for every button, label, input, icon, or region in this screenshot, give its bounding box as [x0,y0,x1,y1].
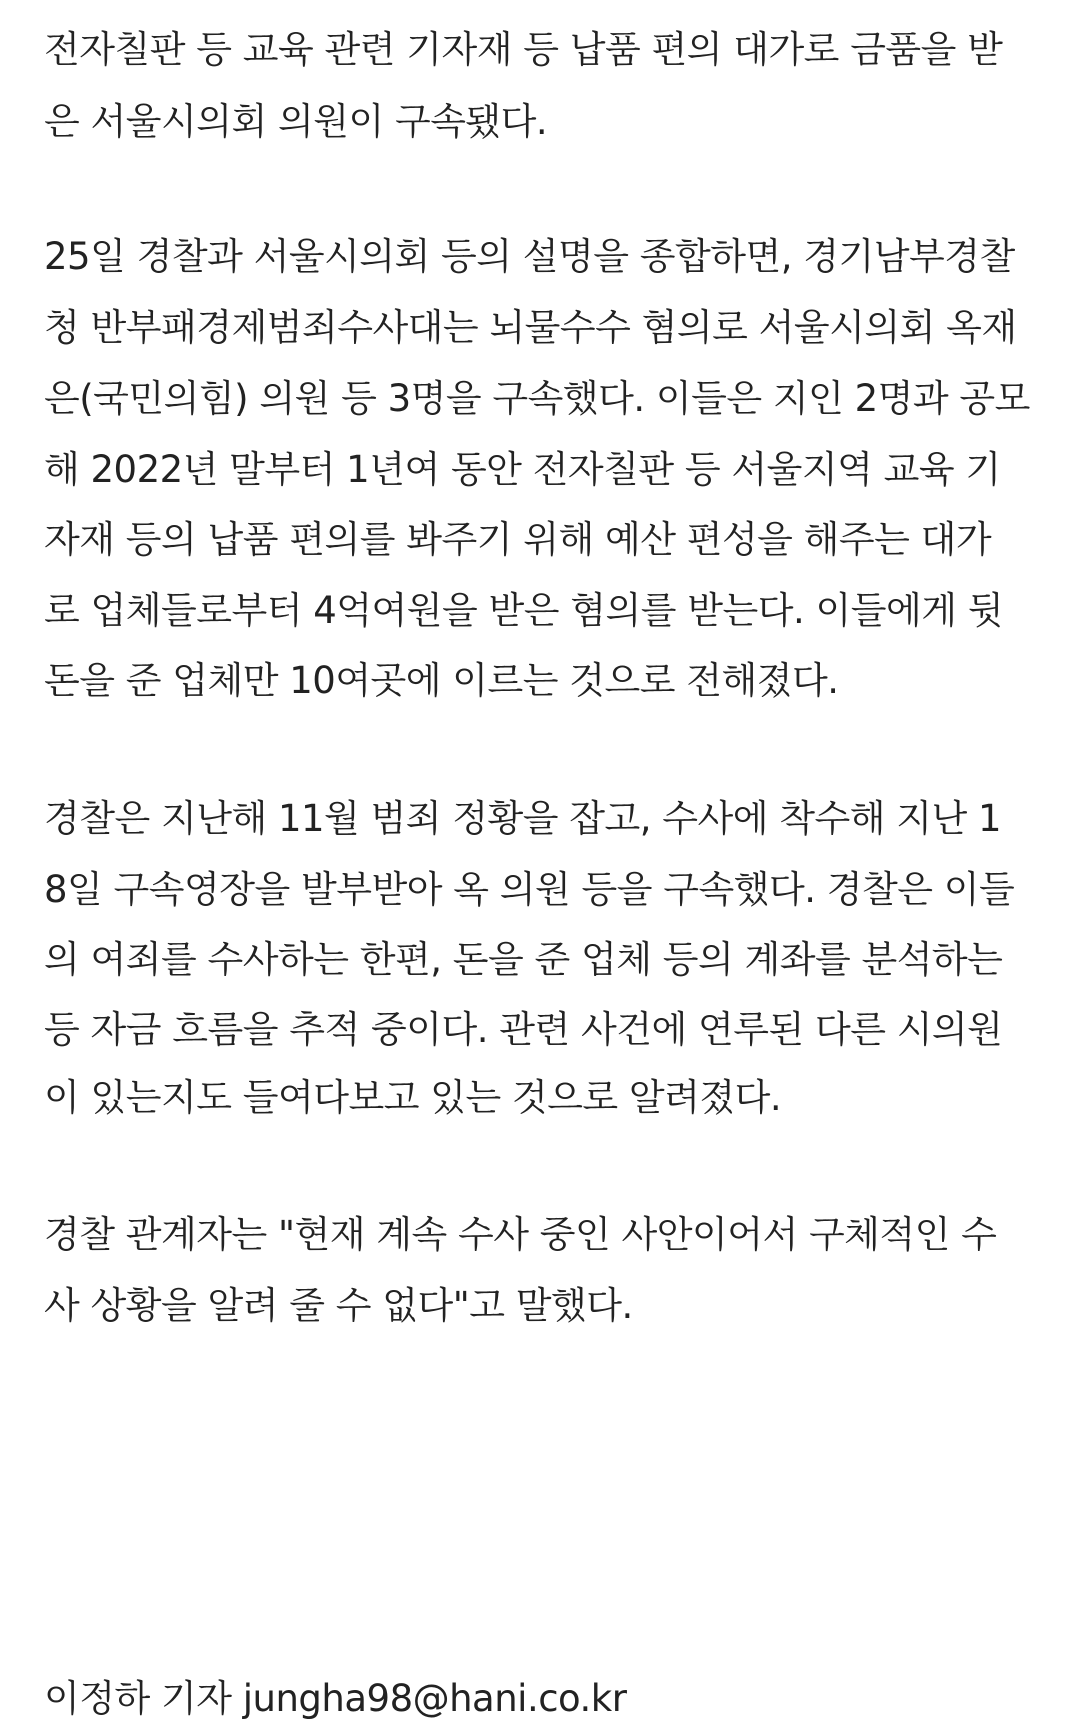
article-line: 이 있는지도 들여다보고 있는 것으로 알려졌다. [44,1076,782,1119]
article-line: 자재 등의 납품 편의를 봐주기 위해 예산 편성을 해주는 대가 [44,518,992,561]
article-line: 경찰 관계자는 "현재 계속 수사 중인 사안이어서 구체적인 수 [44,1213,997,1256]
article-line: 등 자금 흐름을 추적 중이다. 관련 사건에 연루된 다른 시의원 [44,1008,1003,1051]
article-line: 8일 구속영장을 발부받아 옥 의원 등을 구속했다. 경찰은 이들 [44,868,1015,911]
article-line: 청 반부패경제범죄수사대는 뇌물수수 혐의로 서울시의회 옥재 [44,306,1017,349]
article-line: 25일 경찰과 서울시의회 등의 설명을 종합하면, 경기남부경찰 [44,235,1015,278]
article-line: 전자칠판 등 교육 관련 기자재 등 납품 편의 대가로 금품을 받 [44,28,1003,71]
article-line: 로 업체들로부터 4억여원을 받은 혐의를 받는다. 이들에게 뒷 [44,589,1003,632]
article-line: 경찰은 지난해 11월 범죄 정황을 잡고, 수사에 착수해 지난 1 [44,797,1002,840]
article-line: 돈을 준 업체만 10여곳에 이르는 것으로 전해졌다. [44,659,839,702]
article-line: 사 상황을 알려 줄 수 없다"고 말했다. [44,1284,633,1327]
article-line: 은(국민의힘) 의원 등 3명을 구속했다. 이들은 지인 2명과 공모 [44,377,1030,420]
reporter-byline: 이정하 기자 jungha98@hani.co.kr [44,1677,627,1720]
article-line: 의 여죄를 수사하는 한편, 돈을 준 업체 등의 계좌를 분석하는 [44,938,1003,981]
article-line: 해 2022년 말부터 1년여 동안 전자칠판 등 서울지역 교육 기 [44,448,1001,491]
article-line: 은 서울시의회 의원이 구속됐다. [44,100,548,143]
